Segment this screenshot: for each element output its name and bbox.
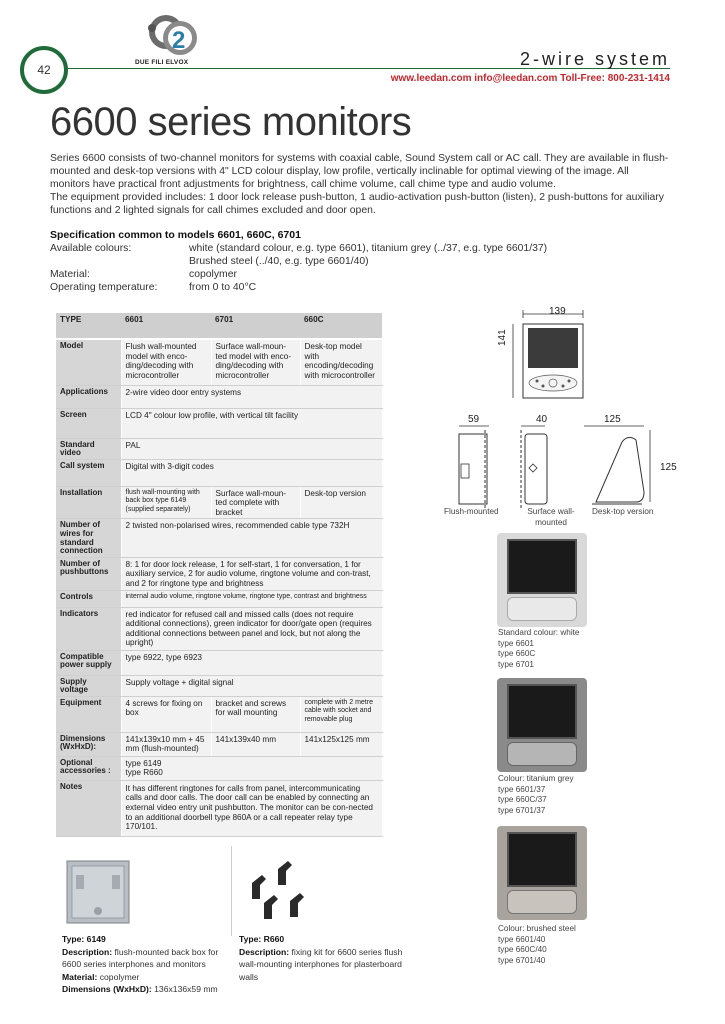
- page-number-badge: [20, 46, 68, 94]
- row-label: Equipment: [56, 696, 121, 732]
- table-row: [56, 459, 382, 486]
- surface-label: Surface wall-mounted: [527, 507, 575, 527]
- spec-row: [50, 242, 670, 255]
- table-header: 6601: [121, 313, 211, 339]
- spec-key: Operating temperature:: [50, 282, 158, 293]
- table-header: 6701: [211, 313, 300, 339]
- table-cell: 2-wire video door entry systems: [121, 385, 382, 408]
- row-label: Standard video: [56, 438, 121, 459]
- table-cell: It has different ringtones for calls from panel, intercommunicating calls and door calls. The door call can be enabled by connecting an external video entry unit pushbutton. The monitor can be con-nected to an additional doorbell type 860A or a call repeater relay type 170/101.: [121, 780, 382, 836]
- table-header: TYPE: [56, 313, 121, 339]
- monitor-control-panel: [507, 890, 577, 914]
- brand-logo: [140, 8, 220, 66]
- table-cell: bracket and screws for wall mounting: [211, 696, 300, 732]
- colour-type: type 6601: [498, 638, 534, 648]
- table-cell: flush wall-mounting with back box type 6149 (supplied separately): [121, 486, 211, 519]
- table-cell: Desk-top model with encoding/decoding with microcontroller: [300, 339, 382, 385]
- spec-row: [50, 255, 670, 268]
- table-cell: LCD 4" colour low profile, with vertical tilt facility: [121, 408, 382, 438]
- flush-side-diagram: [455, 420, 495, 510]
- table-cell: internal audio volume, ringtone volume, ringtone type, contrast and brightness: [121, 590, 382, 607]
- intro-paragraph-2: The equipment provided includes: 1 door lock release push-button, 1 audio-activation push-button (listen), 2 push-buttons for auxiliary functions and 2 lighted signals for call chimes excluded and door open.: [50, 192, 664, 216]
- table-cell: PAL: [121, 438, 382, 459]
- desc-label: Description:: [239, 946, 290, 957]
- dims-label: Dimensions (WxHxD):: [62, 984, 152, 994]
- dim-desk-height: 125: [660, 462, 677, 473]
- table-cell: Digital with 3-digit codes: [121, 459, 382, 486]
- table-cell: 141x125x125 mm: [300, 732, 382, 756]
- table-cell: 141x139x10 mm + 45 mm (flush-mounted): [121, 732, 211, 756]
- svg-text:2: 2: [172, 27, 186, 54]
- colour-type: type 6601/37: [498, 784, 546, 794]
- monitor-photo-steel: [497, 826, 587, 920]
- desk-label: Desk-top version: [592, 507, 654, 516]
- dims-value: 136x136x59 mm: [154, 984, 218, 994]
- accessory-r660: [239, 933, 417, 983]
- contact-line[interactable]: www.leedan.com info@leedan.com Toll-Free: 800-231-1414: [390, 73, 670, 84]
- surface-side-diagram: [515, 420, 555, 510]
- colour-type: type 660C/40: [498, 945, 547, 954]
- spec-table: [56, 313, 383, 837]
- desc-label: Description:: [62, 946, 113, 957]
- row-label: Number of pushbuttons: [56, 557, 121, 590]
- material-label: Material:: [62, 971, 98, 982]
- colour-caption-titanium: [498, 774, 574, 816]
- colour-type: type 6701/37: [498, 805, 546, 815]
- table-header: 660C: [300, 313, 382, 339]
- table-cell: complete with 2 metre cable with socket and removable plug: [300, 696, 382, 732]
- colour-type: type 6701: [498, 659, 534, 669]
- table-cell: type 6922, type 6923: [121, 650, 382, 675]
- fixing-kit-r660-photo: [240, 855, 320, 930]
- spec-list: [50, 242, 670, 294]
- spec-value: from 0 to 40°C: [189, 282, 257, 293]
- spec-key: [50, 255, 189, 268]
- type-value: R660: [263, 934, 285, 944]
- table-cell: Surface wall-moun-ted complete with bracket: [211, 486, 300, 519]
- row-label: Model: [56, 339, 121, 385]
- colour-type: type 660C: [498, 649, 536, 658]
- row-label: Screen: [56, 408, 121, 438]
- intro-paragraph: Series 6600 consists of two-channel monitors for systems with coaxial cable, Sound System call or AC call. They are available in flush-mounted and desk-top versions with 4" LCD colour display, low profile, vertically inclinable for optimal viewing of the image. All monitors have practical front adjustments for brightness, call chime volume, call chime type and audio volume.: [50, 153, 669, 190]
- table-cell: red indicator for refused call and missed calls (does not require additional connections), green indicator for door/gate open (requires additional connections between panel and lock, but not along the upright): [121, 607, 382, 650]
- spec-value: copolymer: [189, 269, 237, 280]
- spec-value: Brushed steel (../40, e.g. type 6601/40): [189, 256, 369, 267]
- monitor-screen: [507, 539, 577, 594]
- row-label: Indicators: [56, 607, 121, 650]
- table-row: [56, 696, 382, 732]
- colour-title: Colour: titanium grey: [498, 774, 574, 783]
- page-title: 6600 series monitors: [50, 100, 412, 144]
- intro-text: [50, 152, 670, 217]
- spec-value: white (standard colour, e.g. type 6601), titanium grey (../37, e.g. type 6601/37): [189, 243, 548, 254]
- dim-flush-depth: 59: [468, 414, 480, 425]
- monitor-photo-titanium: [497, 678, 587, 772]
- row-label: Optional accessories :: [56, 756, 121, 780]
- type-label: Type:: [62, 934, 85, 944]
- monitor-control-panel: [507, 742, 577, 766]
- table-row: [56, 339, 382, 385]
- colour-caption-steel: [498, 924, 576, 966]
- desc-value: fixing kit for 6600 series flush wall-mounting interphones for plasterboard walls: [239, 946, 403, 982]
- spec-row: [50, 281, 670, 294]
- row-label: Supply voltage: [56, 675, 121, 696]
- table-row: [56, 780, 382, 836]
- spec-row: [50, 268, 670, 281]
- front-view-diagram: [497, 308, 597, 408]
- table-row: [56, 519, 382, 557]
- row-label: Number of wires for standard connection: [56, 519, 121, 557]
- system-title: 2-wire system: [519, 49, 670, 69]
- back-box-6149-photo: [62, 855, 142, 930]
- desk-side-diagram: [582, 420, 657, 510]
- row-label: Call system: [56, 459, 121, 486]
- accessory-r660: type R660: [125, 768, 163, 778]
- table-row: [56, 385, 382, 408]
- accessory-dims-line: [62, 983, 230, 996]
- table-cell: 2 twisted non-polarised wires, recommended cable type 732H: [121, 519, 382, 557]
- row-label: Applications: [56, 385, 121, 408]
- table-cell: 141x139x40 mm: [211, 732, 300, 756]
- table-row: [56, 438, 382, 459]
- page-number: 42: [37, 63, 51, 77]
- table-cell: Supply voltage + digital signal: [121, 675, 382, 696]
- table-row: [56, 408, 382, 438]
- accessory-divider: [231, 846, 232, 936]
- spec-heading: Specification common to models 6601, 660C, 6701: [50, 229, 301, 241]
- table-cell: [121, 756, 382, 780]
- accessory-desc-line: [239, 946, 417, 984]
- table-cell: 4 screws for fixing on box: [121, 696, 211, 732]
- table-row: [56, 756, 382, 780]
- accessory-type-line: [239, 933, 417, 946]
- spec-key: Material:: [50, 269, 90, 280]
- row-label: Installation: [56, 486, 121, 519]
- table-row: [56, 607, 382, 650]
- table-row: [56, 650, 382, 675]
- monitor-screen: [507, 684, 577, 739]
- table-cell: Desk-top version: [300, 486, 382, 519]
- table-cell: 8: 1 for door lock release, 1 for self-start, 1 for conversation, 1 for auxiliary service, 2 for audio volume, ringtone volume and con-trast, and 2 for ringtone type and brightness: [121, 557, 382, 590]
- table-row: [56, 557, 382, 590]
- monitor-screen: [507, 832, 577, 887]
- dim-front-height: 141: [497, 329, 508, 346]
- row-label: Dimensions (WxHxD):: [56, 732, 121, 756]
- row-label: Compatible power supply: [56, 650, 121, 675]
- table-row: [56, 590, 382, 607]
- row-label: Notes: [56, 780, 121, 836]
- accessory-6149: type 6149: [125, 758, 162, 768]
- table-cell: Flush wall-mounted model with enco-ding/decoding with microcontroller: [121, 339, 211, 385]
- dim-desk-width: 125: [604, 414, 621, 425]
- colour-type: type 660C/37: [498, 795, 547, 804]
- colour-type: type 6701/40: [498, 955, 546, 965]
- table-row: [56, 486, 382, 519]
- accessory-type-line: [62, 933, 230, 946]
- monitor-photo-white: [497, 533, 587, 627]
- row-label: Controls: [56, 590, 121, 607]
- desc-value: flush-mounted back box for 6600 series interphones and monitors: [62, 946, 219, 969]
- colour-title: Standard colour: white: [498, 628, 580, 637]
- accessory-material-line: [62, 971, 230, 984]
- colour-type: type 6601/40: [498, 934, 546, 944]
- monitor-control-panel: [507, 597, 577, 621]
- type-label: Type:: [239, 934, 262, 944]
- flush-label: Flush-mounted: [444, 507, 499, 516]
- spec-key: Available colours:: [50, 243, 132, 254]
- dim-front-width: 139: [549, 306, 566, 317]
- colour-title: Colour: brushed steel: [498, 924, 576, 933]
- dim-surface-depth: 40: [536, 414, 548, 425]
- table-cell: Surface wall-moun-ted model with enco-ding/decoding with microcontroller: [211, 339, 300, 385]
- accessory-6149: [62, 933, 230, 996]
- brand-name: DUE FILI ELVOX: [135, 59, 189, 66]
- colour-caption-white: [498, 628, 579, 670]
- material-value: copolymer: [99, 971, 140, 982]
- table-row: [56, 732, 382, 756]
- type-value: 6149: [86, 934, 106, 944]
- table-header-row: [56, 313, 382, 339]
- table-row: [56, 675, 382, 696]
- accessory-desc-line: [62, 946, 230, 971]
